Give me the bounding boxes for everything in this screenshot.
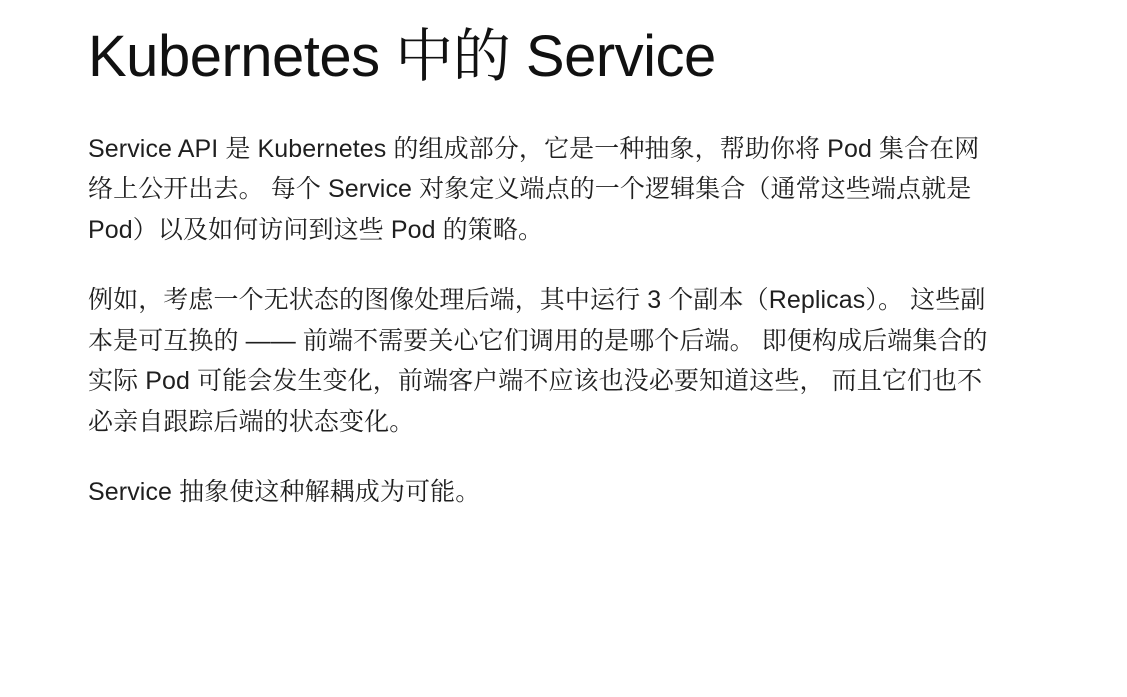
paragraph-service-abstraction-conclusion: Service 抽象使这种解耦成为可能。 xyxy=(88,478,481,507)
page-title: Kubernetes 中的 Service xyxy=(88,24,716,89)
paragraph-stateless-backend-example: 例如，考虑一个无状态的图像处理后端，其中运行 3 个副本（Replicas）。 这些副本是可互换的 —— 前端不需要关心它们调用的是哪个后端。 即便构成后端集合的实际 Pod 可能会发生变化，前端客户端不应该也没必要知道这些， 而且它们也不必亲自跟踪后端的状态变化。 xyxy=(88,286,988,436)
paragraph-service-api-intro: Service API 是 Kubernetes 的组成部分，它是一种抽象，帮助你将 Pod 集合在网络上公开出去。 每个 Service 对象定义端点的一个逻辑集合（通常这些端点就是 Pod）以及如何访问到这些 Pod 的策略。 xyxy=(88,134,980,244)
